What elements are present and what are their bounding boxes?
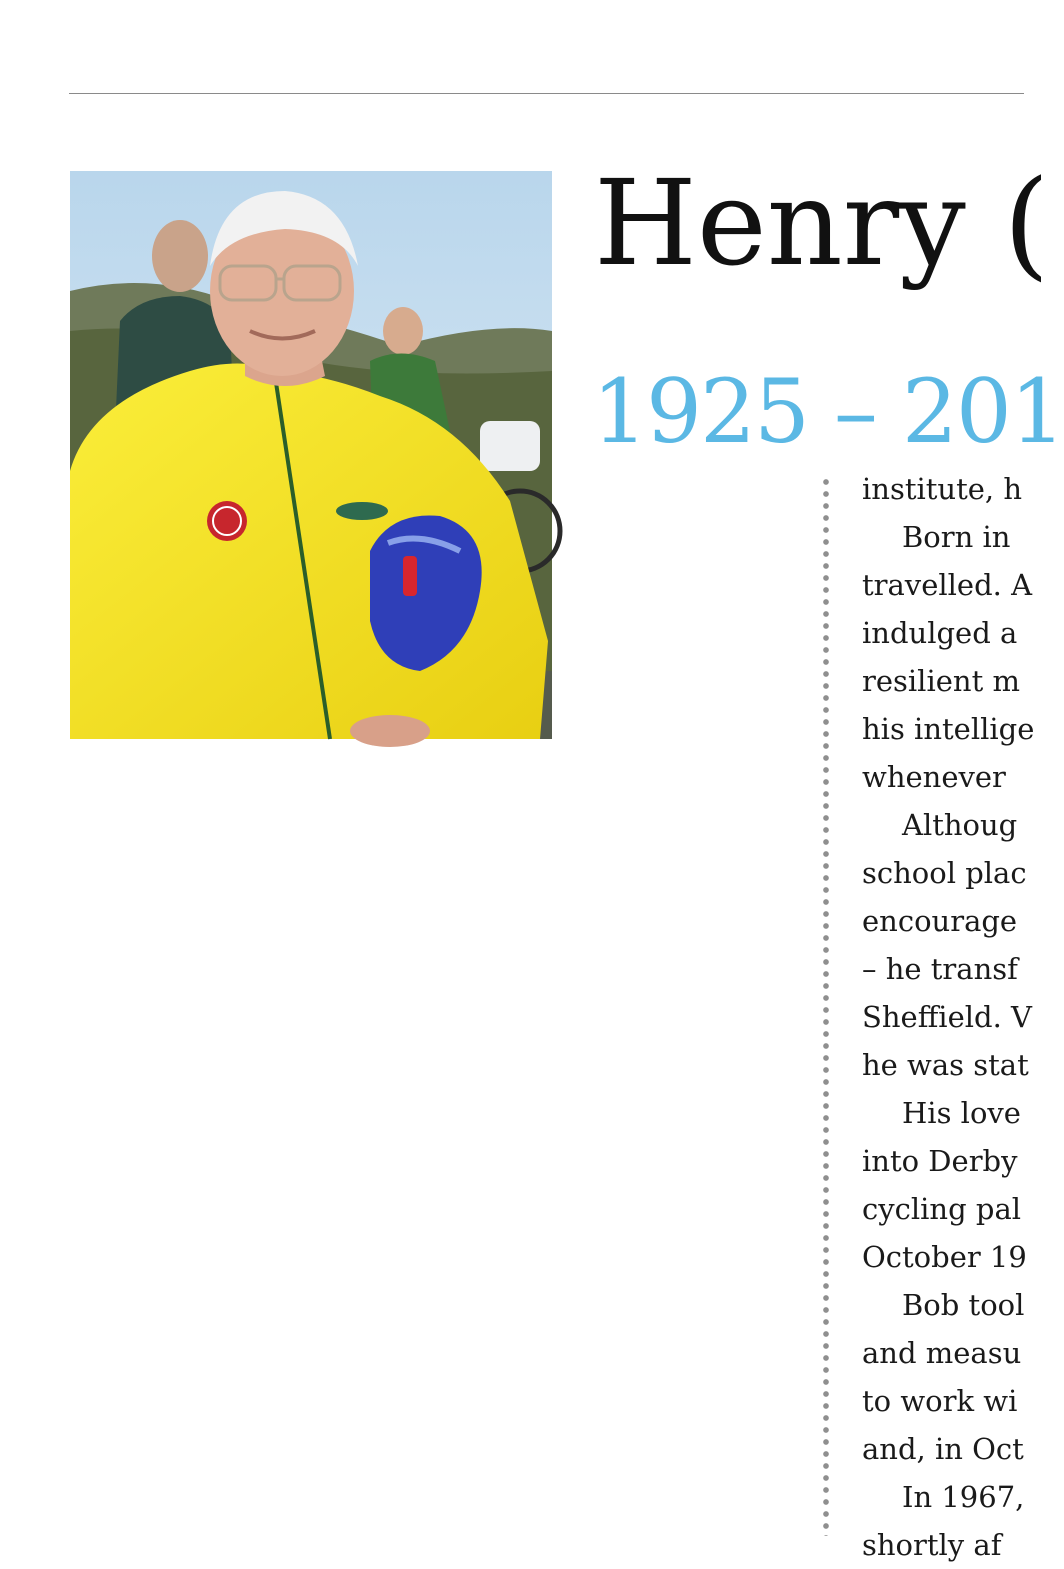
body-text-line: to work wi (862, 1384, 1018, 1418)
body-text-line: Born in (902, 520, 1011, 554)
body-text-line: into Derby (862, 1144, 1018, 1178)
body-text-line: – he transf (862, 952, 1018, 986)
body-text-line: and measu (862, 1336, 1022, 1370)
body-text-line: encourage (862, 904, 1018, 938)
article-body-column (862, 465, 1035, 1569)
body-text-line: resilient m (862, 664, 1020, 698)
body-text-line: Bob tool (902, 1288, 1025, 1322)
body-text-line: and, in Oct (862, 1432, 1024, 1466)
dotted-column-divider (821, 476, 831, 1536)
body-text-line: his intellige (862, 712, 1035, 746)
body-text-line: cycling pal (862, 1192, 1022, 1226)
body-text-line: whenever (862, 760, 1006, 794)
obituary-title: Henry ( (594, 154, 1050, 292)
body-text-line: shortly af (862, 1528, 1002, 1562)
body-text-line: school plac (862, 856, 1027, 890)
life-years: 1925 – 201 (592, 360, 1064, 463)
portrait-photo (70, 171, 552, 739)
body-text-line: Althoug (902, 808, 1018, 842)
top-rule (69, 93, 1024, 94)
body-text-line: institute, h (862, 472, 1023, 506)
body-text-line: Sheffield. V (862, 1000, 1032, 1034)
body-text-line: In 1967, (902, 1480, 1025, 1514)
body-text-line: October 19 (862, 1240, 1027, 1274)
body-text-line: His love (902, 1096, 1021, 1130)
body-text-line: indulged a (862, 616, 1018, 650)
body-text-line: he was stat (862, 1048, 1029, 1082)
body-text-line: travelled. A (862, 568, 1033, 602)
